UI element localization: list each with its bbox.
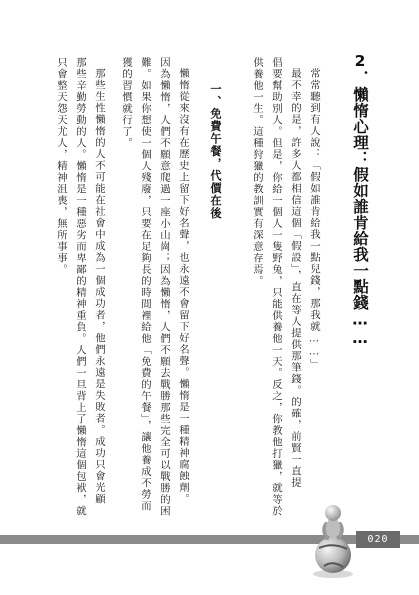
paragraph-line: 那些辛勤勞動的人。懶惰是一種惡劣而卑鄙的精神重負。人們一旦背上了懶惰這個包袱，就 <box>74 57 86 517</box>
paragraph-line: 獲的習慣就行了。 <box>120 57 132 149</box>
paragraph-line: 難。如果你想使一個人殘廢，只要在足夠長的時間裡給他「免費的午餐」，讓他養成不勞而 <box>139 57 151 512</box>
paragraph-line: 倡要幫助別人。但是，你給一個人一隻野兔，只能供養他一天。反之，你教他打獵，就等於 <box>270 57 282 517</box>
paragraph-line: 懶惰從來沒有在歷史上留下好名聲，也永遠不會留下好名聲。懶惰是一種精神腐蝕劑。 <box>177 68 189 505</box>
paragraph-line: 供養他一生。這種狩獵的教訓實有深意存焉。 <box>251 57 263 287</box>
paragraph-line: 只會整天怨天尤人，精神沮喪，無所事事。 <box>55 57 67 276</box>
chapter-title: 2．懶惰心理：假如誰肯給我一點錢…… <box>351 52 369 348</box>
page-number: 020 <box>356 531 400 548</box>
paragraph-line: 因為懶惰，人們不願意爬過一座小山崗；因為懶惰，人們不願去戰勝那些完全可以戰勝的困 <box>158 57 170 517</box>
paragraph-line: 常常聽到有人說：「假如誰肯給我一點兒錢，那我就……」 <box>308 68 320 371</box>
paragraph-line: 最不幸的是，許多人都相信這個「假設」，直在等人提供那筆錢。的確，前賢一直提 <box>289 68 301 489</box>
paragraph-line: 那些生性懶惰的人不可能在社會中成為一個成功者，他們永遠是失敗者。成功只會光顧 <box>93 68 105 505</box>
mascot-on-ball-illustration <box>306 500 360 580</box>
section-heading: 一、免費午餐，代價在後 <box>209 83 222 220</box>
